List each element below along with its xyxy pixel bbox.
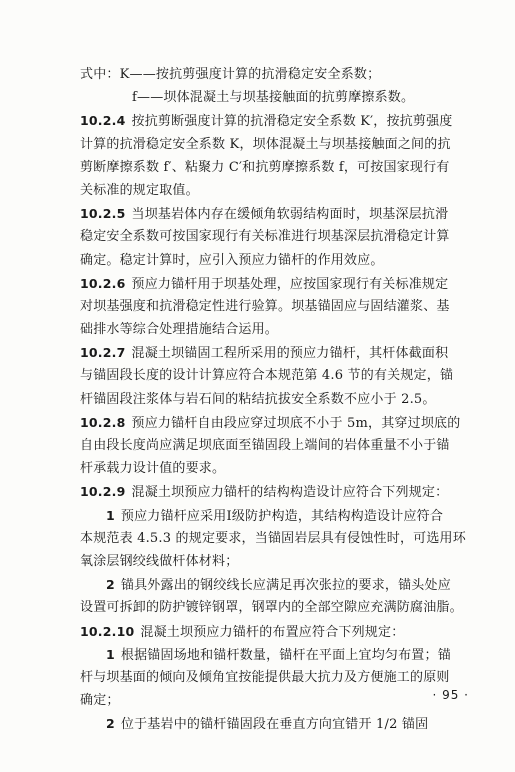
- line-text: 式中：K——按抗剪强度计算的抗滑稳定安全系数；: [80, 67, 381, 82]
- line-text: 杆承载力设计值的要求。: [80, 461, 226, 477]
- text-line: [80, 249, 488, 272]
- text-line: [80, 643, 488, 666]
- line-text: 杆与坝基面的倾向及倾角宜按能提供最大抗力及方便施工的原则: [80, 669, 450, 685]
- line-text: 按抗剪断强度计算的抗滑稳定安全系数 K′，按抗剪强度: [131, 114, 453, 130]
- text-line: [80, 179, 488, 202]
- line-text: 关标准的规定取值。: [80, 182, 199, 198]
- text-line: [80, 596, 488, 619]
- line-text: 础排水等综合处理措施结合运用。: [80, 322, 279, 338]
- line-text: 预应力锚杆应采用Ⅰ级防护构造，其结构构造设计应符合: [120, 508, 444, 524]
- clause-number: 10.2.10: [80, 623, 135, 639]
- item-number: 1: [106, 507, 115, 523]
- text-line: [80, 434, 488, 457]
- clause-number: 10.2.9: [80, 484, 126, 500]
- line-text: 确定。稳定计算时，应引入预应力锚杆的作用效应。: [80, 252, 384, 268]
- clause-number: 10.2.7: [80, 345, 126, 361]
- text-line: [80, 480, 488, 503]
- text-line: [80, 527, 488, 550]
- text-line: [80, 86, 488, 109]
- text-line: [80, 550, 488, 573]
- text-line: [80, 156, 488, 179]
- line-text: 杆锚固段注浆体与岩石间的粘结抗拔安全系数不应小于 2.5。: [80, 391, 436, 407]
- item-number: 2: [106, 716, 115, 732]
- line-text: 混凝土坝预应力锚杆的布置应符合下列规定：: [140, 624, 405, 640]
- line-text: 对坝基强度和抗滑稳定性进行验算。坝基锚固应与固结灌浆、基: [80, 298, 450, 314]
- text-line: [80, 364, 488, 387]
- line-text: f——坝体混凝土与坝基接触面的抗剪摩擦系数。: [132, 90, 415, 106]
- line-text: 混凝土坝锚固工程所采用的预应力锚杆，其杆体截面积: [131, 346, 449, 362]
- line-text: 稳定安全系数可按国家现行有关标准进行坝基深层抗滑稳定计算: [80, 229, 450, 245]
- text-line: [80, 318, 488, 341]
- clause-number: 10.2.4: [80, 113, 126, 129]
- text-line: [80, 225, 488, 248]
- line-text: 预应力锚杆自由段应穿过坝底不小于 5m，其穿过坝底的: [131, 415, 461, 431]
- clause-number: 10.2.5: [80, 206, 126, 222]
- line-text: 设置可拆卸的防护镀锌钢罩，钢罩内的全部空隙应充满防腐油脂。: [80, 600, 463, 616]
- clause-number: 10.2.6: [80, 275, 126, 291]
- text-line: [80, 295, 488, 318]
- text-line: [80, 341, 488, 364]
- text-line: [80, 109, 488, 132]
- line-text: 锚具外露出的钢绞线长应满足再次张拉的要求，锚头处应: [120, 578, 451, 594]
- line-text: 位于基岩中的锚杆锚固段在垂直方向宜错开 1/2 锚固: [120, 717, 429, 733]
- text-line: [80, 411, 488, 434]
- text-line: [80, 202, 488, 225]
- text-line: [80, 689, 488, 712]
- line-text: 计算的抗滑稳定安全系数 K，坝体混凝土与坝基接触面之间的抗: [80, 136, 451, 152]
- line-text: 混凝土坝预应力锚杆的结构构造设计应符合下列规定：: [131, 485, 449, 501]
- text-line: [80, 388, 488, 411]
- line-text: 氧涂层钢绞线做杆体材料；: [80, 553, 239, 569]
- text-line: [80, 504, 488, 527]
- line-text: 剪断摩擦系数 f′、粘聚力 C′和抗剪摩擦系数 f，可按国家现行有: [80, 159, 450, 175]
- line-text: 根据锚固场地和锚杆数量，锚杆在平面上宜均匀布置；锚: [120, 647, 451, 663]
- text-line: [80, 133, 488, 156]
- body-text: [80, 63, 488, 735]
- text-line: [80, 712, 488, 735]
- line-text: 与锚固段长度的设计计算应符合本规范第 4.6 节的有关规定，锚: [80, 368, 454, 384]
- clause-number: 10.2.8: [80, 414, 126, 430]
- text-line: [80, 666, 488, 689]
- text-line: [80, 457, 488, 480]
- line-text: 本规范表 4.5.3 的规定要求，当锚固岩层具有侵蚀性时，可选用环: [80, 530, 466, 546]
- text-line: [80, 573, 488, 596]
- text-line: [80, 620, 488, 643]
- item-number: 2: [106, 577, 115, 593]
- page-number: · 95 ·: [432, 688, 469, 702]
- text-line: [80, 272, 488, 295]
- line-text: 预应力锚杆用于坝基处理，应按国家现行有关标准规定: [131, 276, 449, 292]
- item-number: 1: [106, 646, 115, 662]
- text-line: [80, 63, 488, 86]
- line-text: 确定；: [80, 693, 120, 709]
- line-text: 自由段长度尚应满足坝底面至锚固段上端间的岩体重量不小于锚: [80, 438, 450, 453]
- line-text: 当坝基岩体内存在缓倾角软弱结构面时，坝基深层抗滑: [131, 207, 449, 223]
